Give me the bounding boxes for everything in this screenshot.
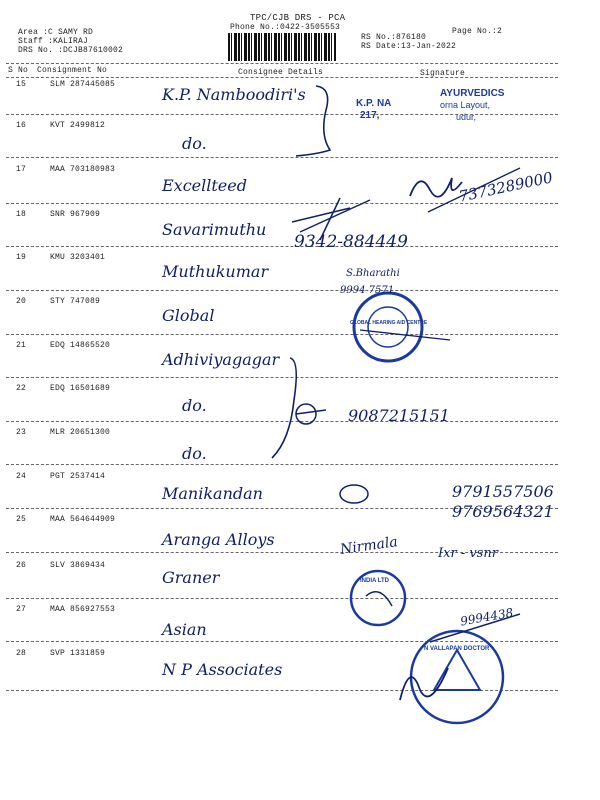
row25-note: Ixr - vsnr [438, 546, 498, 561]
row-serial-number: 20 [16, 297, 27, 306]
row-consignment-number: MAA 703180983 [50, 165, 116, 174]
kp-stamp-line4: orna Layout, [440, 100, 491, 110]
row-serial-number: 18 [16, 210, 27, 219]
row24-phone-2: 9769564321 [452, 502, 554, 521]
row-serial-number: 26 [16, 561, 27, 570]
doc-title: TPC/CJB DRS - PCA [250, 13, 346, 23]
row-serial-number: 27 [16, 605, 27, 614]
row-consignee-name: N P Associates [162, 660, 283, 679]
row-consignment-number: EDQ 16501689 [50, 384, 111, 393]
doctor-stamp-outer [411, 631, 503, 723]
staff-label: Staff :KALIRAJ [18, 37, 89, 46]
row17-phone: 7373289000 [457, 168, 555, 206]
row-consignee-name: Savarimuthu [162, 220, 267, 239]
drs-number: DRS No. :DCJB87610002 [18, 46, 124, 55]
col-sno: S No [8, 66, 29, 75]
col-consignment: Consignment No [37, 66, 108, 75]
row-serial-number: 15 [16, 80, 27, 89]
india-stamp-text: INDIA LTD [360, 578, 389, 584]
signature-row24 [340, 485, 368, 503]
row-consignee-name: Excellteed [162, 176, 247, 195]
row18-phone: 9342-884449 [294, 232, 408, 252]
page-number: Page No.:2 [452, 27, 503, 36]
row-consignment-number: SNR 967909 [50, 210, 101, 219]
row-serial-number: 17 [16, 165, 27, 174]
row19-name: S.Bharathi [346, 268, 400, 279]
kp-stamp-line5: udur, [456, 112, 477, 122]
row-consignment-number: SVP 1331859 [50, 649, 106, 658]
row-serial-number: 28 [16, 649, 27, 658]
row-consignment-number: SLM 287445085 [50, 80, 116, 89]
phone-number: Phone No.:0422-3505553 [230, 23, 341, 32]
group-brace-1 [296, 86, 330, 156]
kp-stamp-line1: K.P. NA [356, 98, 392, 109]
row-serial-number: 25 [16, 515, 27, 524]
row19-phone: 9994 7571 [340, 285, 395, 296]
row-consignment-number: KMU 3203401 [50, 253, 106, 262]
row-consignment-number: KVT 2499812 [50, 121, 106, 130]
row-consignee-name: do. [182, 444, 207, 463]
row-consignee-name: Aranga Alloys [162, 530, 275, 549]
group-brace-2 [272, 358, 296, 458]
kp-stamp-line2: 217, [360, 110, 380, 121]
rs-number: RS No.:876180 [361, 33, 427, 42]
row-consignee-name: do. [182, 396, 207, 415]
row-consignment-number: MAA 856927553 [50, 605, 116, 614]
global-stamp-inner [368, 307, 408, 347]
row-consignment-number: STY 747089 [50, 297, 101, 306]
row-serial-number: 19 [16, 253, 27, 262]
row-consignee-name: Manikandan [162, 484, 263, 503]
row-consignee-name: K.P. Namboodiri's [162, 85, 306, 104]
signature-row28 [400, 668, 448, 700]
row-consignee-name: Asian [162, 620, 207, 639]
row-consignee-name: Global [162, 306, 215, 325]
global-stamp-outer [354, 293, 422, 361]
row-serial-number: 21 [16, 341, 27, 350]
row-serial-number: 24 [16, 472, 27, 481]
rs-date: RS Date:13-Jan-2022 [361, 42, 457, 51]
row-consignee-name: do. [182, 134, 207, 153]
area-label: Area :C SAMY RD [18, 28, 94, 37]
row-consignee-name: Muthukumar [162, 262, 269, 281]
col-signature: Signature [420, 69, 466, 78]
row-serial-number: 22 [16, 384, 27, 393]
circled-number-tail [296, 410, 326, 414]
doctor-stamp-text: N VALLAPAN DOCTOR [424, 646, 490, 652]
row-consignment-number: PGT 2537414 [50, 472, 106, 481]
row27-phone: 9994438 [459, 605, 515, 629]
row-consignment-number: MAA 564644909 [50, 515, 116, 524]
row25-name: Nirmala [339, 534, 399, 558]
row-serial-number: 16 [16, 121, 27, 130]
row-consignment-number: SLV 3869434 [50, 561, 106, 570]
row-serial-number: 23 [16, 428, 27, 437]
row-consignee-name: Graner [162, 568, 220, 587]
signature-row17 [410, 178, 462, 197]
global-stamp-text: GLOBAL HEARING AID CENTRE [350, 320, 428, 326]
kp-stamp-line3: AYURVEDICS [440, 88, 505, 99]
row24-phone-1: 9791557506 [452, 482, 554, 501]
row-consignment-number: EDQ 14865520 [50, 341, 111, 350]
row-consignee-name: Adhiviyagagar [162, 350, 280, 369]
row22-phone: 9087215151 [348, 406, 450, 425]
row-consignment-number: MLR 20651300 [50, 428, 111, 437]
india-stamp-sign [366, 592, 392, 606]
col-consignee: Consignee Details [238, 68, 324, 77]
